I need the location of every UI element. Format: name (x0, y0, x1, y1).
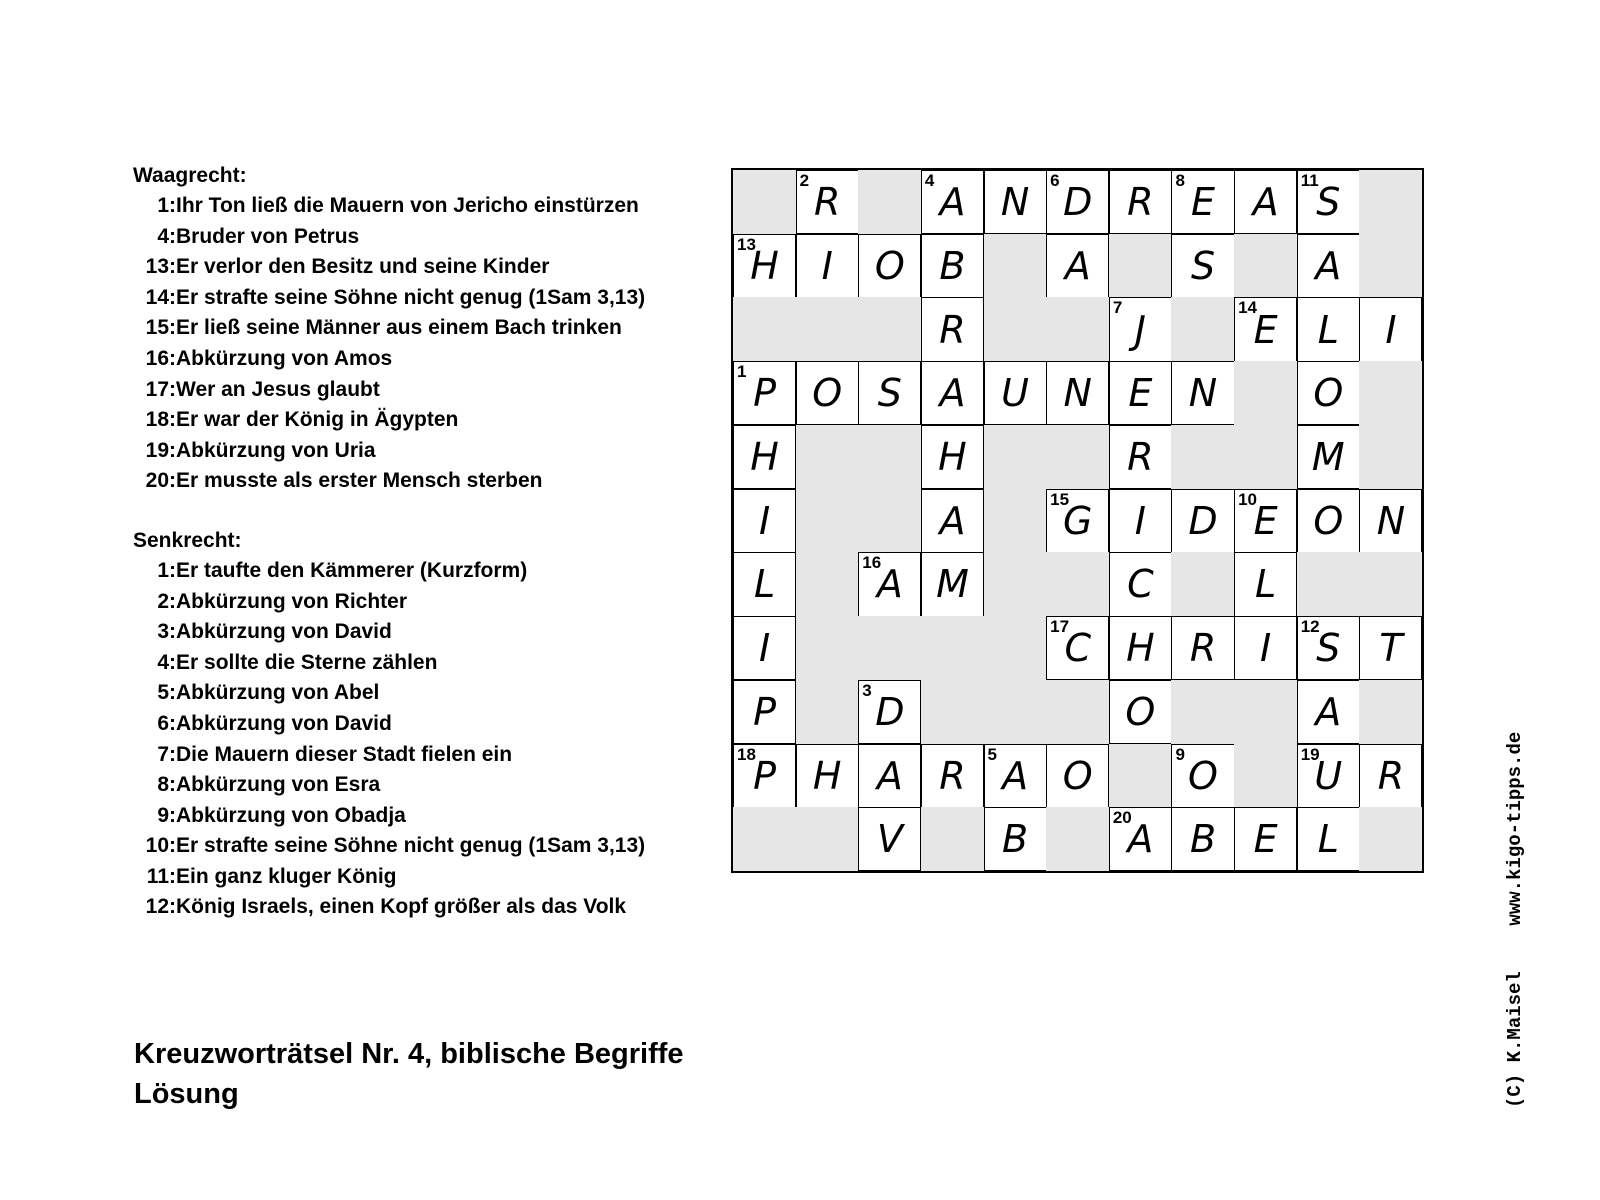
letter-cell (858, 361, 921, 425)
clue-down (133, 801, 713, 832)
letter-cell (984, 807, 1047, 871)
block-cell (1109, 234, 1172, 298)
cell-letter: R (1127, 180, 1154, 225)
cell-letter: N (1188, 371, 1218, 416)
clue-text: Er taufte den Kämmerer (Kurzform) (176, 558, 528, 582)
block-cell (984, 234, 1047, 298)
clue-number: 1: (157, 558, 176, 582)
clue-across (133, 375, 713, 406)
clue-number: 3: (157, 620, 176, 644)
cell-letter: T (1379, 626, 1403, 671)
cell-letter: L (1317, 817, 1339, 862)
clue-number: 17: (145, 377, 176, 401)
cell-letter: R (939, 753, 966, 798)
cell-letter: D (875, 689, 905, 734)
letter-cell (921, 425, 984, 489)
letter-cell (1297, 425, 1360, 489)
cell-letter: I (758, 626, 771, 671)
block-cell (1046, 680, 1109, 744)
cell-letter: E (1253, 307, 1278, 352)
letter-cell (733, 552, 796, 616)
cell-letter: I (821, 243, 833, 288)
block-cell (1171, 297, 1234, 361)
letter-cell (1171, 616, 1234, 680)
clue-number: 12: (145, 895, 176, 919)
block-cell (1046, 297, 1109, 361)
cell-letter: I (758, 498, 771, 543)
cell-letter: U (1314, 753, 1343, 798)
cell-letter: A (939, 371, 966, 416)
cell-letter: S (1316, 626, 1341, 671)
letter-cell (1171, 807, 1234, 871)
clue-number: 7: (157, 742, 176, 766)
cell-number: 18 (737, 744, 756, 764)
cell-letter: L (1255, 562, 1277, 607)
cell-letter: S (877, 371, 902, 416)
cell-letter: E (1253, 498, 1278, 543)
letter-cell (984, 361, 1047, 425)
letter-cell (1297, 297, 1360, 361)
cell-letter: S (1190, 243, 1216, 288)
cell-number: 17 (1050, 617, 1070, 637)
cell-letter: P (753, 753, 777, 798)
cell-letter: S (1316, 180, 1341, 225)
letter-cell (921, 744, 984, 808)
block-cell (921, 616, 984, 680)
clue-down (133, 709, 713, 740)
letter-cell (858, 234, 921, 298)
letter-cell (1297, 616, 1360, 680)
letter-cell (733, 680, 796, 744)
clue-down (133, 892, 713, 923)
letter-cell (1109, 361, 1172, 425)
clue-text: Er strafte seine Söhne nicht genug (1Sam 3,13) (176, 285, 646, 309)
cell-letter: E (1191, 180, 1216, 225)
block-cell (1046, 552, 1109, 616)
block-cell (1046, 807, 1109, 871)
clue-number: 20: (145, 469, 176, 493)
block-cell (1234, 361, 1297, 425)
letter-cell (1297, 361, 1360, 425)
block-cell (984, 489, 1047, 553)
clue-down (133, 862, 713, 893)
letter-cell (858, 807, 921, 871)
cell-number: 5 (987, 744, 997, 764)
across-heading: Waagrecht: (133, 164, 247, 187)
letter-cell (1359, 297, 1422, 361)
clue-number: 8: (157, 773, 176, 797)
cell-letter: A (876, 753, 903, 798)
block-cell (796, 489, 859, 553)
cell-letter: G (1063, 498, 1093, 543)
cell-letter: O (1313, 371, 1344, 416)
block-cell (1297, 552, 1360, 616)
letter-cell (1109, 489, 1172, 553)
clue-text: Er sollte die Sterne zählen (176, 650, 438, 674)
letter-cell (1359, 744, 1422, 808)
down-heading: Senkrecht: (133, 528, 242, 552)
letter-cell (1234, 552, 1297, 616)
clue-number: 2: (157, 589, 176, 613)
clue-text: Abkürzung von Uria (176, 438, 376, 462)
cell-letter: R (1127, 435, 1154, 480)
cell-letter: R (939, 307, 966, 352)
cell-letter: B (939, 243, 966, 288)
clue-number: 4: (157, 650, 176, 674)
letter-cell (1109, 552, 1172, 616)
cell-number: 7 (1112, 298, 1123, 318)
clue-text: Abkürzung von Abel (176, 681, 380, 705)
letter-cell (733, 616, 796, 680)
cell-letter: R (1189, 626, 1217, 671)
cell-letter: A (1064, 243, 1091, 288)
block-cell (858, 297, 921, 361)
block-cell (1359, 680, 1422, 744)
block-cell (796, 807, 859, 871)
cell-letter: C (1064, 626, 1091, 671)
clue-text: König Israels, einen Kopf größer als das Volk (176, 895, 627, 919)
letter-cell (921, 297, 984, 361)
letter-cell (1109, 425, 1172, 489)
letter-cell (1171, 170, 1234, 234)
cell-letter: D (1063, 180, 1093, 225)
block-cell (796, 552, 859, 616)
cell-letter: I (1385, 307, 1397, 352)
page-title (134, 1034, 684, 1114)
clue-down (133, 770, 713, 801)
clue-text: Er strafte seine Söhne nicht genug (1Sam 3,13) (176, 834, 646, 858)
clue-text: Bruder von Petrus (176, 224, 360, 248)
clue-text: Abkürzung von Esra (176, 773, 381, 797)
block-cell (921, 680, 984, 744)
clue-number: 5: (157, 681, 176, 705)
letter-cell (1297, 807, 1360, 871)
cell-letter: A (876, 562, 903, 607)
letter-cell (796, 170, 859, 234)
block-cell (796, 616, 859, 680)
cell-letter: O (874, 243, 905, 288)
clue-across (133, 313, 713, 344)
clue-text: Wer an Jesus glaubt (176, 377, 380, 401)
letter-cell (1109, 680, 1172, 744)
cell-letter: N (1376, 498, 1406, 543)
clue-across (133, 466, 713, 497)
cell-letter: B (1189, 817, 1217, 862)
block-cell (858, 489, 921, 553)
letter-cell (1109, 616, 1172, 680)
block-cell (1359, 170, 1422, 234)
cell-number: 6 (1050, 171, 1060, 190)
block-cell (921, 807, 984, 871)
letter-cell (1046, 489, 1109, 553)
letter-cell (984, 170, 1047, 234)
title-line-1: Kreuzworträtsel Nr. 4, biblische Begriffe (134, 1038, 684, 1070)
block-cell (1046, 425, 1109, 489)
cell-letter: H (1126, 626, 1155, 671)
clue-down (133, 831, 713, 862)
clue-across (133, 191, 713, 222)
letter-cell (733, 425, 796, 489)
block-cell (1359, 361, 1422, 425)
clue-number: 1: (157, 194, 176, 217)
block-cell (858, 170, 921, 234)
block-cell (733, 807, 796, 871)
block-cell (1171, 425, 1234, 489)
letter-cell (1109, 807, 1172, 871)
clue-number: 11: (146, 864, 176, 888)
cell-letter: D (1188, 498, 1218, 543)
block-cell (1109, 744, 1172, 808)
clue-across (133, 344, 713, 375)
block-cell (1234, 744, 1297, 808)
clue-text: Die Mauern dieser Stadt fielen ein (176, 742, 513, 766)
cell-number: 14 (1238, 298, 1257, 318)
cell-letter: H (812, 753, 842, 798)
clue-text: Er verlor den Besitz und seine Kinder (176, 255, 550, 279)
block-cell (984, 680, 1047, 744)
letter-cell (1046, 744, 1109, 808)
cell-letter: A (939, 180, 966, 225)
block-cell (858, 425, 921, 489)
cell-letter: I (1134, 498, 1146, 543)
cell-number: 13 (737, 234, 756, 254)
clue-down (133, 617, 713, 648)
cell-letter: O (812, 371, 843, 416)
title-line-2: Lösung (134, 1078, 239, 1110)
cell-letter: H (750, 435, 779, 480)
letter-cell (733, 234, 796, 298)
cell-letter: I (1260, 626, 1272, 671)
letter-cell (1234, 807, 1297, 871)
clue-number: 19: (145, 438, 176, 462)
letter-cell (1359, 616, 1422, 680)
letter-cell (796, 744, 859, 808)
cell-number: 4 (924, 171, 935, 190)
clue-across (133, 283, 713, 314)
letter-cell (1171, 234, 1234, 298)
clue-down (133, 556, 713, 587)
block-cell (984, 425, 1047, 489)
letter-cell (1046, 234, 1109, 298)
cell-letter: A (939, 498, 966, 543)
letter-cell (1297, 170, 1360, 234)
clue-down (133, 678, 713, 709)
letter-cell (1171, 744, 1234, 808)
cell-number: 16 (862, 553, 882, 573)
cell-letter: L (753, 562, 776, 607)
block-cell (984, 552, 1047, 616)
cell-letter: E (1253, 817, 1278, 862)
cell-number: 19 (1300, 744, 1320, 764)
letter-cell (1171, 361, 1234, 425)
letter-cell (858, 680, 921, 744)
clue-down (133, 648, 713, 679)
cell-number: 9 (1175, 744, 1185, 764)
cell-number: 8 (1175, 171, 1185, 190)
cell-letter: V (876, 817, 903, 862)
cell-letter: N (1000, 180, 1030, 225)
block-cell (1171, 552, 1234, 616)
letter-cell (796, 234, 859, 298)
clue-text: Abkürzung von Amos (176, 346, 393, 370)
clue-text: Abkürzung von David (176, 620, 392, 644)
clue-number: 13: (145, 255, 176, 279)
letter-cell (1234, 616, 1297, 680)
letter-cell (1297, 234, 1360, 298)
letter-cell (1234, 297, 1297, 361)
block-cell (796, 297, 859, 361)
letter-cell (921, 170, 984, 234)
clue-number: 4: (157, 224, 176, 248)
cell-number: 20 (1112, 808, 1132, 828)
block-cell (984, 297, 1047, 361)
letter-cell (984, 744, 1047, 808)
cell-letter: J (1134, 307, 1146, 352)
block-cell (1359, 807, 1422, 871)
letter-cell (1109, 170, 1172, 234)
cell-letter: E (1128, 371, 1153, 416)
block-cell (1234, 234, 1297, 298)
letter-cell (921, 552, 984, 616)
block-cell (984, 616, 1047, 680)
cell-number: 1 (737, 362, 747, 382)
cell-number: 2 (799, 171, 810, 190)
letter-cell (733, 744, 796, 808)
cell-letter: R (813, 180, 841, 225)
letter-cell (921, 234, 984, 298)
block-cell (796, 680, 859, 744)
cell-letter: A (1127, 817, 1154, 862)
clue-text: Er ließ seine Männer aus einem Bach trinken (176, 316, 622, 340)
letter-cell (1109, 297, 1172, 361)
clue-number: 14: (145, 285, 176, 309)
cell-number: 15 (1050, 489, 1070, 509)
cell-letter: A (1315, 243, 1342, 288)
clue-across (133, 436, 713, 467)
letter-cell (1046, 616, 1109, 680)
cell-letter: H (938, 435, 967, 480)
letter-cell (1234, 489, 1297, 553)
clue-down (133, 587, 713, 618)
cell-number: 12 (1300, 617, 1320, 637)
cell-letter: O (1313, 498, 1344, 543)
cell-letter: M (936, 562, 969, 607)
block-cell (733, 170, 796, 234)
clue-number: 15: (145, 316, 176, 340)
cell-letter: A (1002, 753, 1029, 798)
block-cell (1171, 680, 1234, 744)
block-cell (796, 425, 859, 489)
cell-number: 11 (1300, 171, 1319, 190)
crossword-grid (731, 168, 1424, 873)
clue-number: 10: (145, 834, 176, 858)
letter-cell (858, 552, 921, 616)
cell-letter: N (1063, 371, 1092, 416)
cell-letter: M (1311, 435, 1345, 480)
letter-cell (1297, 680, 1360, 744)
cell-letter: B (1002, 817, 1029, 862)
letter-cell (1234, 170, 1297, 234)
cell-letter: U (1001, 371, 1029, 416)
letter-cell (921, 361, 984, 425)
clue-down (133, 740, 713, 771)
letter-cell (1046, 361, 1109, 425)
letter-cell (1297, 489, 1360, 553)
clue-text: Abkürzung von Richter (176, 589, 408, 613)
letter-cell (1297, 744, 1360, 808)
clue-number: 16: (145, 346, 176, 370)
clue-text: Er musste als erster Mensch sterben (176, 469, 543, 493)
letter-cell (858, 744, 921, 808)
clue-text: Abkürzung von Obadja (176, 803, 406, 827)
clue-across (133, 252, 713, 283)
block-cell (1359, 552, 1422, 616)
cell-letter: A (1315, 689, 1342, 734)
cell-number: 3 (862, 680, 872, 700)
cell-letter: P (753, 689, 777, 734)
block-cell (1234, 425, 1297, 489)
letter-cell (1359, 489, 1422, 553)
clue-number: 6: (157, 711, 176, 735)
cell-letter: O (1062, 753, 1093, 798)
cell-letter: A (1252, 180, 1279, 225)
letter-cell (921, 489, 984, 553)
clue-text: Abkürzung von David (176, 711, 392, 735)
cell-letter: R (1377, 753, 1405, 798)
cell-letter: H (750, 243, 779, 288)
clue-text: Er war der König in Ägypten (176, 408, 459, 432)
letter-cell (796, 361, 859, 425)
clue-text: Ein ganz kluger König (176, 864, 397, 888)
cell-letter: P (753, 371, 777, 416)
block-cell (1234, 680, 1297, 744)
clue-number: 9: (157, 803, 176, 827)
cell-letter: O (1188, 753, 1218, 798)
letter-cell (1046, 170, 1109, 234)
block-cell (858, 616, 921, 680)
letter-cell (733, 361, 796, 425)
cell-number: 10 (1238, 489, 1257, 509)
cell-letter: C (1127, 562, 1154, 607)
block-cell (1359, 234, 1422, 298)
copyright-notice: (C) K.Maisel www.kigo-tipps.de (1504, 731, 1526, 1108)
section-gap (133, 497, 713, 526)
clue-list (133, 161, 713, 923)
cell-letter: O (1125, 689, 1156, 734)
letter-cell (1171, 489, 1234, 553)
block-cell (733, 297, 796, 361)
clue-across (133, 222, 713, 253)
clue-number: 18: (145, 408, 176, 432)
cell-letter: L (1317, 307, 1339, 352)
clue-across (133, 405, 713, 436)
clue-text: Ihr Ton ließ die Mauern von Jericho einstürzen (176, 194, 639, 217)
block-cell (1359, 425, 1422, 489)
letter-cell (733, 489, 796, 553)
